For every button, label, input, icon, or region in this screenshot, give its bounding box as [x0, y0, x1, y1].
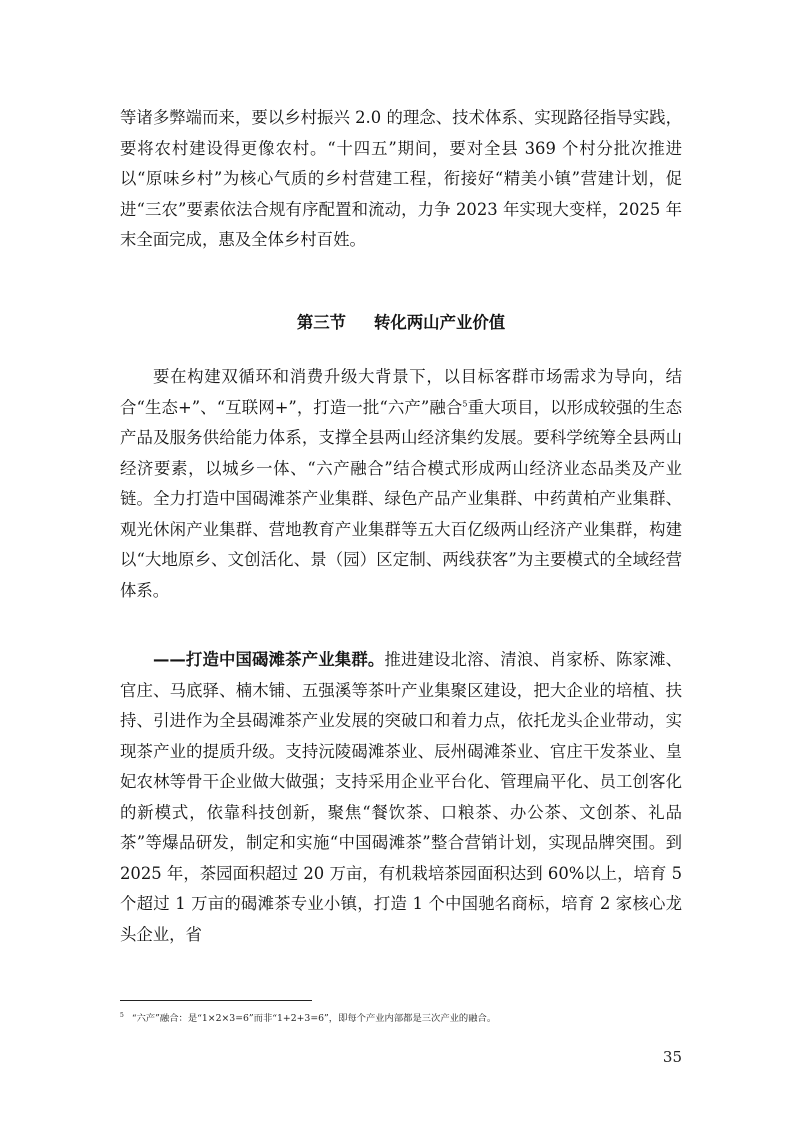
paragraph-text-after-note: 重大项目，以形成较强的生态产品及服务供给能力体系，支撑全县两山经济集约发展。要科学统筹全县两山经济要素，以城乡一体、“六产融合”结合模式形成两山经济业态品类及产业链。全力打造中国碣滩茶产业集群、绿色产品产业集群、中药黄柏产业集群、观光休闲产业集群、营地教育产业集群等五大百亿级两山经济产业集群，构建以“大地原乡、文创活化、景（园）区定制、两线获客”为主要模式的全域经营体系。 — [120, 397, 682, 600]
paragraph-body-text: 推进建设北溶、清浪、肖家桥、陈家滩、官庄、马底驿、楠木铺、五强溪等茶叶产业集聚区建设，把大企业的培植、扶持、引进作为全县碣滩茶产业发展的突破口和着力点，依托龙头企业带动，实现茶产业的提质升级。支持沅陵碣滩茶业、辰州碣滩茶业、官庄干发茶业、皇妃农林等骨干企业做大做强；支持采用企业平台化、管理扁平化、员工创客化的新模式，依靠科技创新，聚焦“餐饮茶、口粮茶、办公茶、文创茶、礼品茶”等爆品研发，制定和实施“中国碣滩茶”整合营销计划，实现品牌突围。到 2025 年，茶园面积超过 20 万亩，有机栽培茶园面积达到 60%以上，培育 5 个超过 1 万亩的碣滩茶专业小镇，打造 1 个中国驰名商标，培育 2 家核心龙头企业，省 — [120, 650, 683, 944]
paragraph-rural-construction: 等诸多弊端而来，要以乡村振兴 2.0 的理念、技术体系、实现路径指导实践，要将农村建设得更像农村。“十四五”期间，要对全县 369 个村分批次推进以“原味乡村”为核心气质的乡村营建工程，衔接好“精美小镇”营建计划，促进“三农”要素依法合规有序配置和流动，力争 2023 年实现大变样，2025 年末全面完成，惠及全体乡村百姓。 — [120, 108, 682, 249]
section-heading — [120, 308, 682, 338]
footnote — [120, 1011, 682, 1027]
footnote-reference[interactable]: 5 — [462, 399, 468, 409]
section-number: 第三节 — [296, 313, 347, 332]
page-number: 35 — [662, 1048, 682, 1066]
footnote-mark: 5 — [120, 1011, 124, 1019]
footnote-text: “六产”融合：是“1×2×3=6”而非“1+2+3=6”，即每个产业内部都是三次产业的融合。 — [131, 1013, 497, 1024]
footnote-divider — [120, 1000, 312, 1001]
section-title: 转化两山产业价值 — [374, 313, 506, 332]
paragraph-tea-industry-cluster — [120, 645, 682, 950]
paragraph-industry-value — [120, 362, 682, 606]
paragraph-lead-heading: ——打造中国碣滩茶产业集群。 — [153, 650, 385, 669]
paragraph-text-before-note: 要在构建双循环和消费升级大背景下，以目标客群市场需求为导向，结合“生态+”、“互联网+”，打造一批“六产”融合 — [120, 367, 682, 417]
